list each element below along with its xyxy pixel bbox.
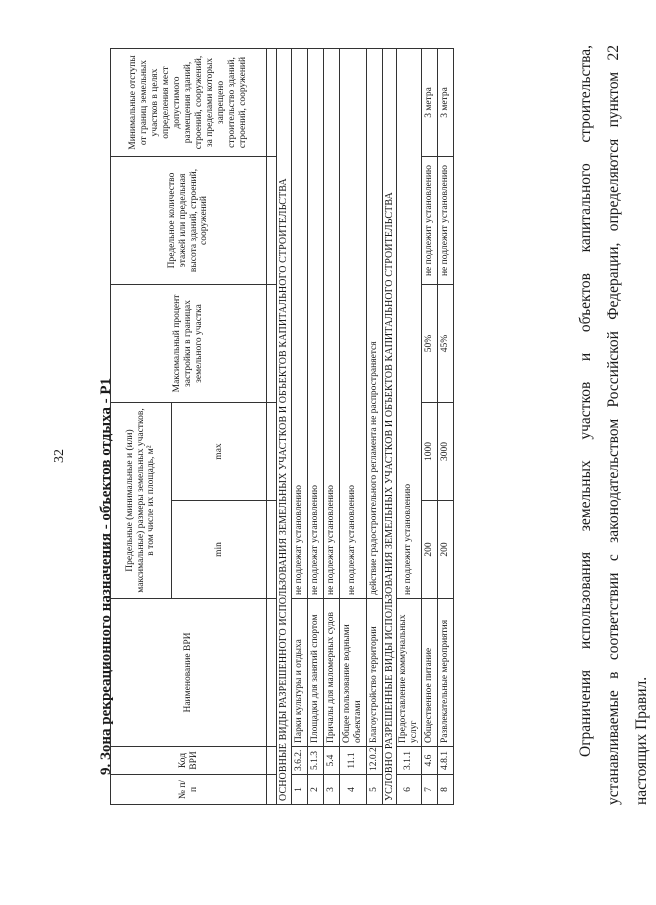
row-max-area: 1000 bbox=[421, 403, 437, 501]
row-name: Предоставление коммунальных услуг bbox=[397, 599, 422, 747]
row-name: Развлекательные мероприятия bbox=[437, 599, 453, 747]
row-num: 4 bbox=[339, 775, 366, 805]
section-main-row bbox=[277, 49, 292, 805]
table-row bbox=[397, 49, 422, 805]
row-coverage: 50% bbox=[421, 285, 437, 403]
row-name: Общее пользование водными объектами bbox=[339, 599, 366, 747]
row-merged-note: не подлежит установлению bbox=[397, 49, 422, 599]
row-name: Общественное питание bbox=[421, 599, 437, 747]
row-num: 1 bbox=[291, 775, 307, 805]
row-code: 5.1.3 bbox=[307, 747, 323, 775]
header-floors: Предельное количество этажей или предельная высота зданий, строений, сооружений bbox=[111, 157, 267, 285]
header-setbacks: Минимальные отступы от границ земельных участков в целях определения мест допустимого размещения зданий, строений, сооружений, за пределами которых запрещено строительство зданий, строений, сооружений bbox=[111, 49, 267, 157]
header-coverage: Максимальный процент застройки в границах земельного участка bbox=[111, 285, 267, 403]
row-merged-note: действие градостроительного регламента не распространяется bbox=[366, 49, 382, 599]
header-max: max bbox=[172, 403, 267, 501]
row-setback: 3 метра bbox=[421, 49, 437, 157]
row-merged-note: не подлежат установлению bbox=[339, 49, 366, 599]
row-name: Причалы для маломерных судов bbox=[323, 599, 339, 747]
regulation-table bbox=[110, 48, 454, 805]
row-name: Благоустройство территории bbox=[366, 599, 382, 747]
row-floors: не подлежит установлению bbox=[437, 157, 453, 285]
table-row bbox=[339, 49, 366, 805]
row-code: 5.4 bbox=[323, 747, 339, 775]
row-min-area: 200 bbox=[421, 501, 437, 599]
table-row bbox=[421, 49, 437, 805]
header-sizes: Предельные (минимальные и (или) максимальные) размеры земельных участков, в том числе их площадь, м² bbox=[111, 403, 172, 599]
section-main-title: ОСНОВНЫЕ ВИДЫ РАЗРЕШЕННОГО ИСПОЛЬЗОВАНИЯ ЗЕМЕЛЬНЫХ УЧАСТКОВ И ОБЪЕКТОВ КАПИТАЛЬНОГО СТРОИТЕЛЬСТВА bbox=[277, 49, 292, 805]
section-conditional-row bbox=[382, 49, 397, 805]
row-name: Площадки для занятий спортом bbox=[307, 599, 323, 747]
row-name: Парки культуры и отдыха bbox=[291, 599, 307, 747]
page-number: 32 bbox=[52, 449, 67, 463]
row-code: 4.6 bbox=[421, 747, 437, 775]
row-num: 3 bbox=[323, 775, 339, 805]
row-setback: 3 метра bbox=[437, 49, 453, 157]
table-row bbox=[323, 49, 339, 805]
zone-title: 9. Зона рекреационного назначения - объектов отдыха - Р1 bbox=[98, 378, 114, 775]
row-num: 7 bbox=[421, 775, 437, 805]
row-code: 3.1.1 bbox=[397, 747, 422, 775]
table-row bbox=[307, 49, 323, 805]
table-row bbox=[291, 49, 307, 805]
row-num: 8 bbox=[437, 775, 453, 805]
spacer-row bbox=[267, 49, 277, 805]
table-row bbox=[437, 49, 453, 805]
row-merged-note: не подлежат установлению bbox=[307, 49, 323, 599]
section-conditional-title: УСЛОВНО РАЗРЕШЕННЫЕ ВИДЫ ИСПОЛЬЗОВАНИЯ ЗЕМЕЛЬНЫХ УЧАСТКОВ И ОБЪЕКТОВ КАПИТАЛЬНОГО СТРОИТЕЛЬСТВА bbox=[382, 49, 397, 805]
row-code: 11.1 bbox=[339, 747, 366, 775]
row-code: 4.8.1 bbox=[437, 747, 453, 775]
header-min: min bbox=[172, 501, 267, 599]
row-num: 5 bbox=[366, 775, 382, 805]
footnote-paragraph: Ограничения использования земельных участков и объектов капитального строительства, устанавливаемые в соответствии с законодательством Российской Федерации, определяются пунктом 22 настоящих Правил. bbox=[576, 45, 650, 805]
row-num: 6 bbox=[397, 775, 422, 805]
header-name: Наименование ВРИ bbox=[111, 599, 267, 747]
row-coverage: 45% bbox=[437, 285, 453, 403]
header-num: № п/п bbox=[111, 775, 267, 805]
row-num: 2 bbox=[307, 775, 323, 805]
row-min-area: 200 bbox=[437, 501, 453, 599]
row-code: 3.6.2. bbox=[291, 747, 307, 775]
header-code: Код ВРИ bbox=[111, 747, 267, 775]
row-code: 12.0.2 bbox=[366, 747, 382, 775]
row-max-area: 3000 bbox=[437, 403, 453, 501]
table-row bbox=[366, 49, 382, 805]
row-floors: не подлежит установлению bbox=[421, 157, 437, 285]
row-merged-note: не подлежат установлению bbox=[323, 49, 339, 599]
row-merged-note: не подлежат установлению bbox=[291, 49, 307, 599]
